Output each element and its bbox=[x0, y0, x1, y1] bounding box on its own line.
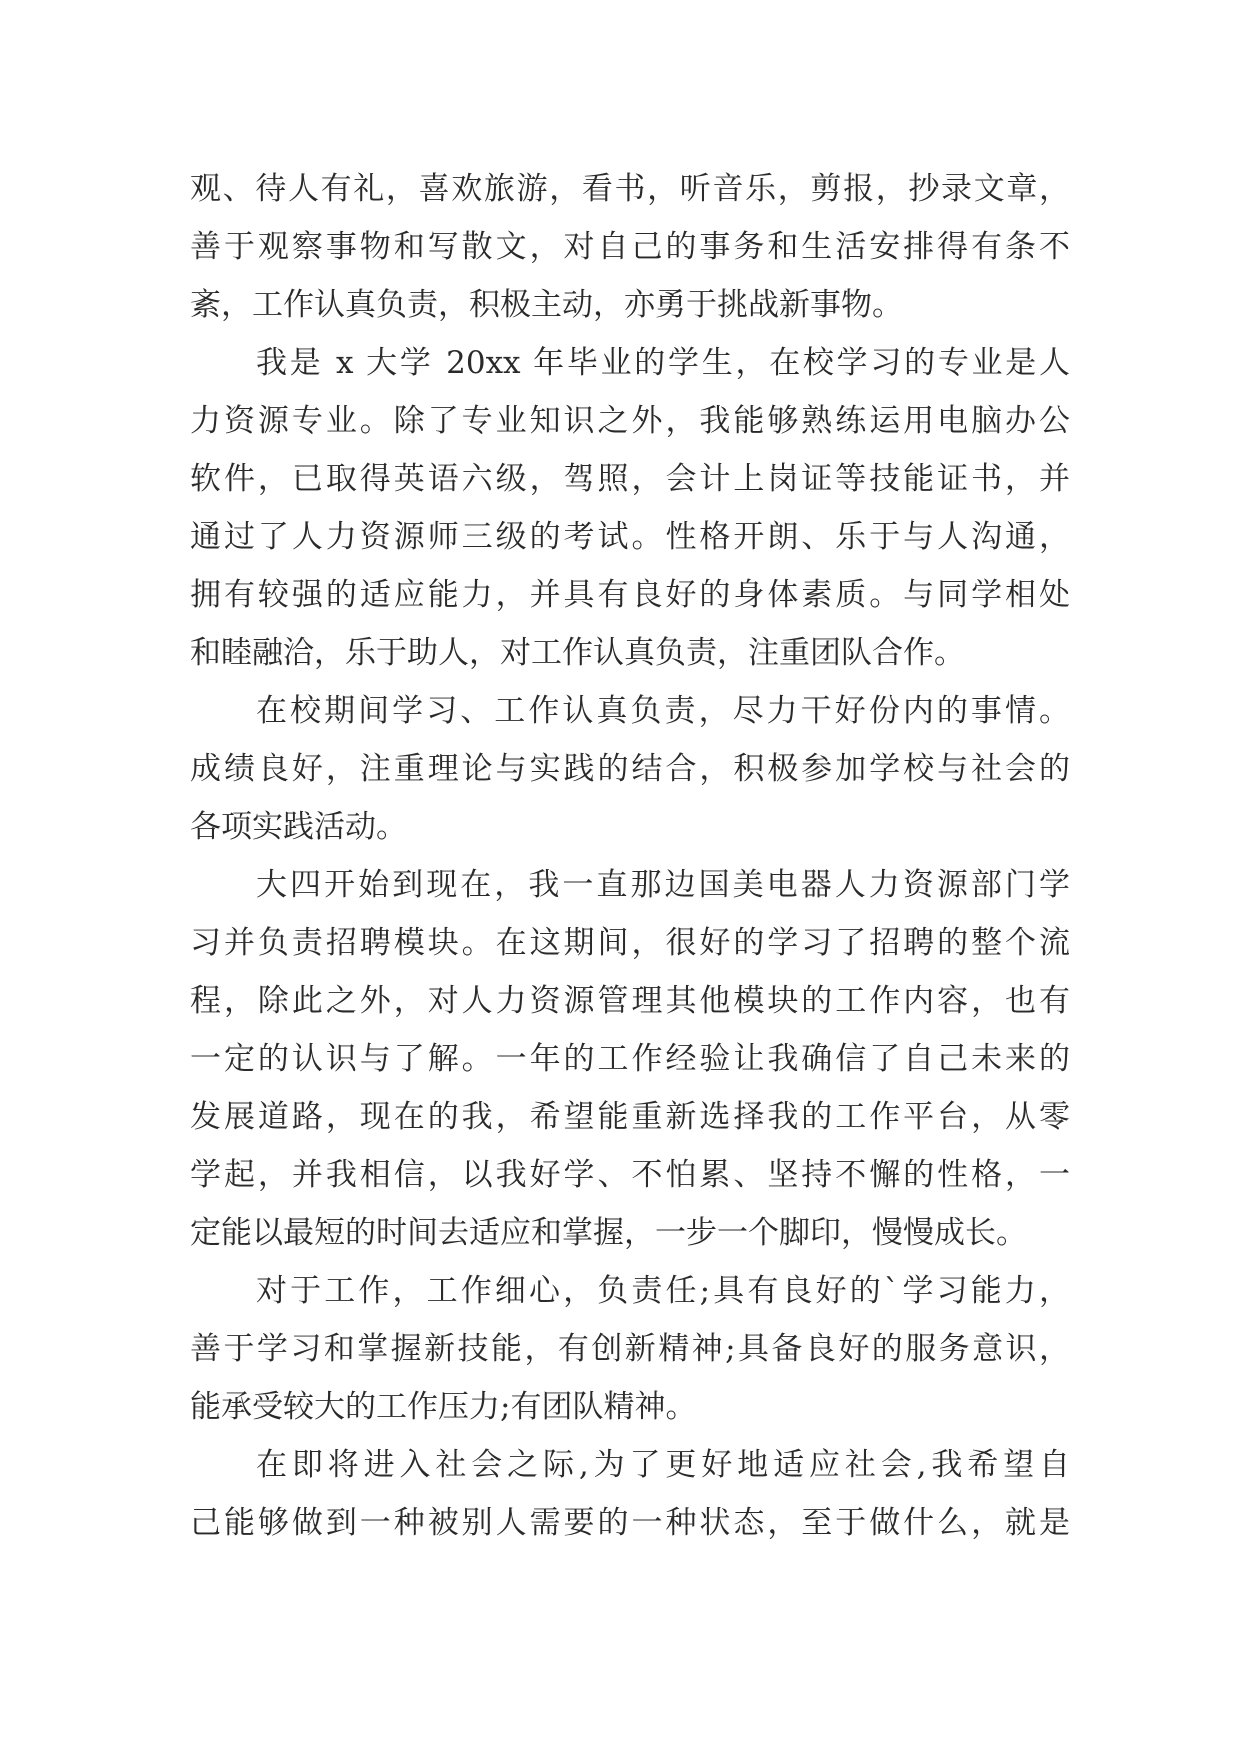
paragraph-5-line-3: 能承受较大的工作压力;有团队精神。 bbox=[190, 1389, 697, 1425]
paragraph-2-line-1: 我是 x 大学 20xx 年毕业的学生，在校学习的专业是人 bbox=[256, 345, 1070, 381]
paragraph-2-line-2: 力资源专业。除了专业知识之外，我能够熟练运用电脑办公 bbox=[190, 403, 1070, 439]
paragraph-3-line-1: 在校期间学习、工作认真负责，尽力干好份内的事情。 bbox=[256, 693, 1070, 729]
paragraph-4-line-7: 定能以最短的时间去适应和掌握，一步一个脚印，慢慢成长。 bbox=[190, 1215, 1027, 1251]
paragraph-6-line-2: 己能够做到一种被别人需要的一种状态，至于做什么，就是 bbox=[190, 1505, 1070, 1541]
paragraph-3-line-2: 成绩良好，注重理论与实践的结合，积极参加学校与社会的 bbox=[190, 751, 1070, 787]
document-body bbox=[190, 160, 1070, 1552]
paragraph-3-line-3: 各项实践活动。 bbox=[190, 809, 407, 845]
paragraph-4-line-5: 发展道路，现在的我，希望能重新选择我的工作平台，从零 bbox=[190, 1099, 1070, 1135]
paragraph-1-line-1: 观、待人有礼，喜欢旅游，看书，听音乐，剪报，抄录文章， bbox=[190, 171, 1070, 207]
paragraph-4-line-4: 一定的认识与了解。一年的工作经验让我确信了自己未来的 bbox=[190, 1041, 1070, 1077]
paragraph-2-line-6: 和睦融洽，乐于助人，对工作认真负责，注重团队合作。 bbox=[190, 635, 965, 671]
paragraph-5-line-1: 对于工作，工作细心，负责任;具有良好的`学习能力， bbox=[256, 1273, 1070, 1309]
paragraph-4-line-1: 大四开始到现在，我一直那边国美电器人力资源部门学 bbox=[256, 867, 1070, 903]
paragraph-2-line-4: 通过了人力资源师三级的考试。性格开朗、乐于与人沟通， bbox=[190, 519, 1070, 555]
paragraph-4-line-3: 程，除此之外，对人力资源管理其他模块的工作内容，也有 bbox=[190, 983, 1070, 1019]
paragraph-6-line-1: 在即将进入社会之际,为了更好地适应社会,我希望自 bbox=[256, 1447, 1070, 1483]
paragraph-4-line-2: 习并负责招聘模块。在这期间，很好的学习了招聘的整个流 bbox=[190, 925, 1070, 961]
paragraph-5-line-2: 善于学习和掌握新技能，有创新精神;具备良好的服务意识， bbox=[190, 1331, 1070, 1367]
paragraph-1-line-3: 紊，工作认真负责，积极主动，亦勇于挑战新事物。 bbox=[190, 287, 903, 323]
paragraph-2-line-3: 软件，已取得英语六级，驾照，会计上岗证等技能证书，并 bbox=[190, 461, 1070, 497]
paragraph-1-line-2: 善于观察事物和写散文，对自己的事务和生活安排得有条不 bbox=[190, 229, 1070, 265]
paragraph-4-line-6: 学起，并我相信，以我好学、不怕累、坚持不懈的性格，一 bbox=[190, 1157, 1070, 1193]
paragraph-2-line-5: 拥有较强的适应能力，并具有良好的身体素质。与同学相处 bbox=[190, 577, 1070, 613]
